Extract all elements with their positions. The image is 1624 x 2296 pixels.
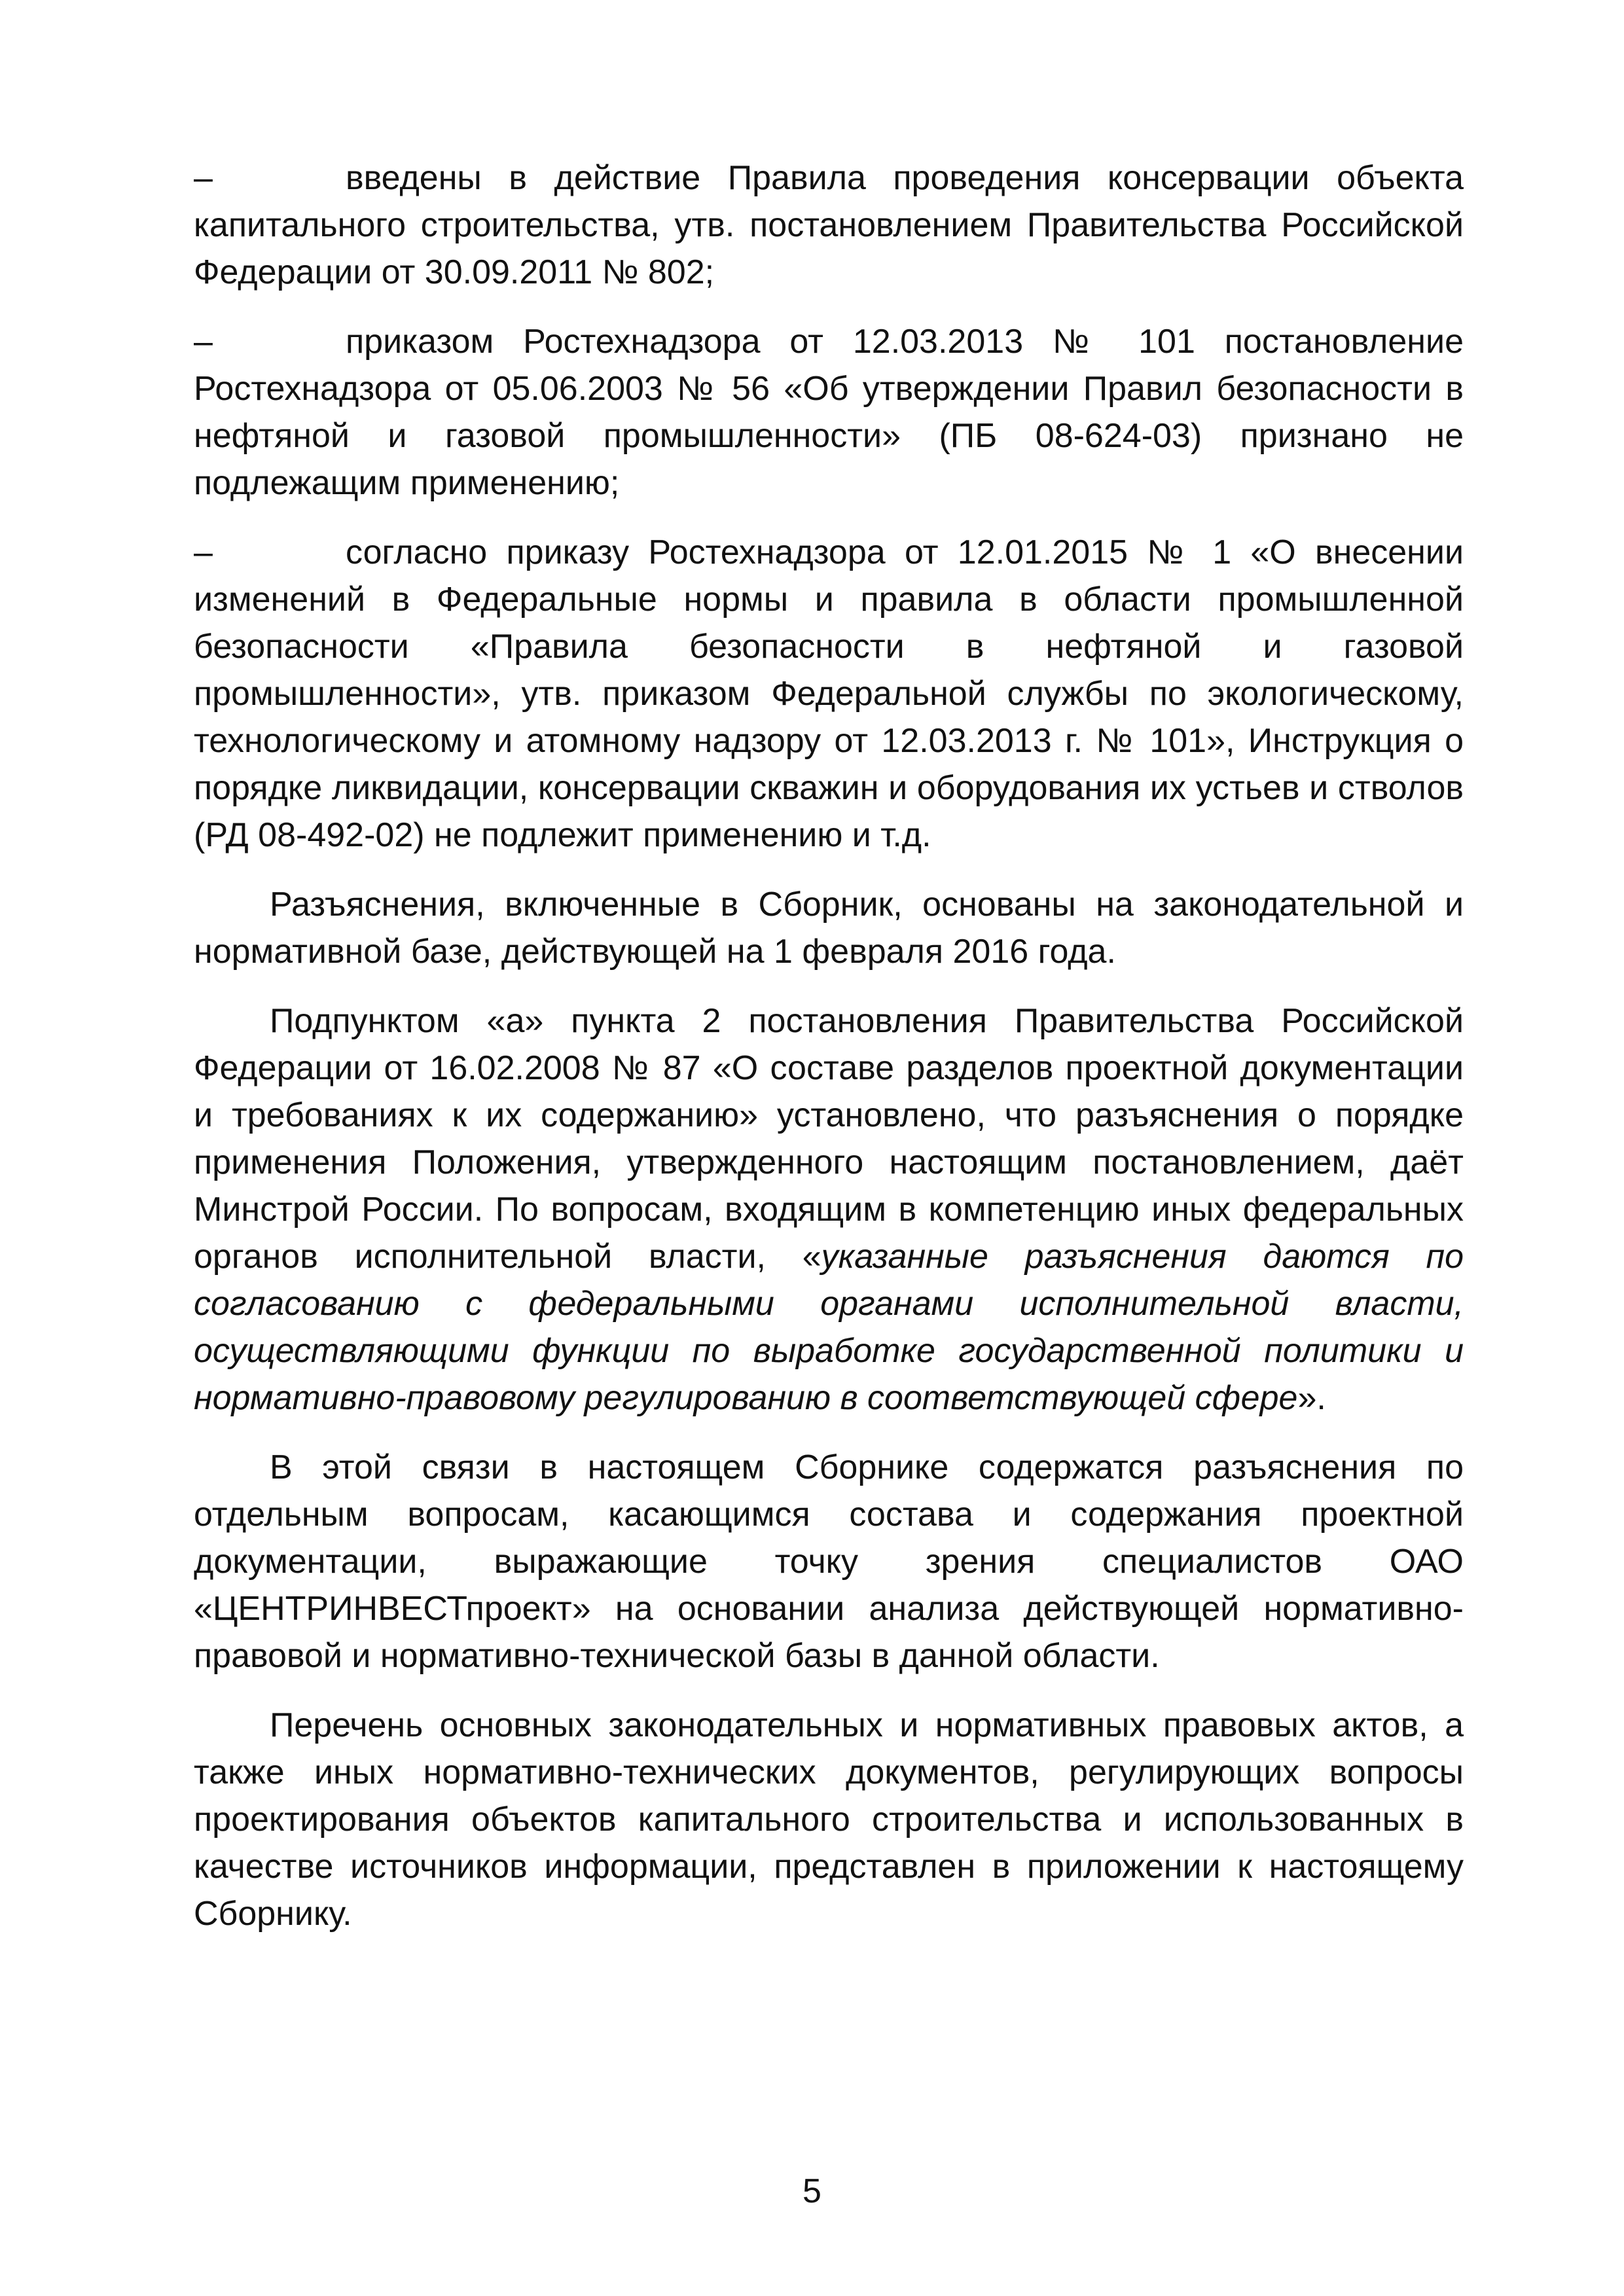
list-dash: – (194, 533, 213, 571)
paragraph-basis-date: Разъяснения, включенные в Сборник, основаны на законодательной и нормативной базе, действующей на 1 февраля 2016 года. (194, 886, 1464, 971)
paragraph-collection-content: В этой связи в настоящем Сборнике содержатся разъяснения по отдельным вопросам, касающимся состава и содержания проектной документации, выражающие точку зрения специалистов ОАО «ЦЕНТРИНВЕСТпроект» на основании анализа действующей нормативно-правовой и нормативно-технической базы в данной области. (194, 1448, 1464, 1675)
paragraph-ministry-clarifications (194, 997, 1464, 1422)
list-item (194, 318, 1464, 507)
list-item (194, 529, 1464, 859)
paragraph-text-end: ». (1297, 1379, 1326, 1417)
list-dash: – (194, 159, 213, 197)
list-item (194, 154, 1464, 296)
page-body (194, 154, 1464, 1960)
paragraph-appendix-reference: Перечень основных законодательных и нормативных правовых актов, а также иных нормативно-технических документов, регулирующих вопросы проектирования объектов капитального строительства и использованных в качестве источников информации, представлен в приложении к настоящему Сборнику. (194, 1706, 1464, 1933)
italic-quote: указанные разъяснения даются по согласованию с федеральными органами исполнительной власти, осуществляющими функции по выработке государственной политики и нормативно-правовому регулированию в соответствующей сфере (194, 1238, 1464, 1417)
list-item-text: согласно приказу Ростехнадзора от 12.01.2015 № 1 «О внесении изменений в Федеральные нормы и правила в области промышленной безопасности «Правила безопасности в нефтяной и газовой промышленности», утв. приказом Федеральной службы по экологическому, технологическому и атомному надзору от 12.03.2013 г. № 101», Инструкция о порядке ликвидации, консервации скважин и оборудования их устьев и стволов (РД 08-492-02) не подлежит применению и т.д. (194, 533, 1464, 854)
list-dash: – (194, 323, 213, 361)
list-item-text: введены в действие Правила проведения консервации объекта капитального строительства, утв. постановлением Правительства Российской Федерации от 30.09.2011 № 802; (194, 159, 1464, 291)
list-item-text: приказом Ростехнадзора от 12.03.2013 № 101 постановление Ростехнадзора от 05.06.2003 № 56 «Об утверждении Правил безопасности в нефтяной и газовой промышленности» (ПБ 08-624-03) признано не подлежащим применению; (194, 323, 1464, 502)
page-number: 5 (803, 2172, 821, 2210)
paragraph-text: Подпунктом «а» пункта 2 постановления Правительства Российской Федерации от 16.02.2008 № 87 «О составе разделов проектной документации и требованиях к их содержанию» установлено, что разъяснения о порядке применения Положения, утвержденного настоящим постановлением, даёт Минстрой России. По вопросам, входящим в компетенцию иных федеральных органов исполнительной власти, « (194, 1002, 1464, 1276)
